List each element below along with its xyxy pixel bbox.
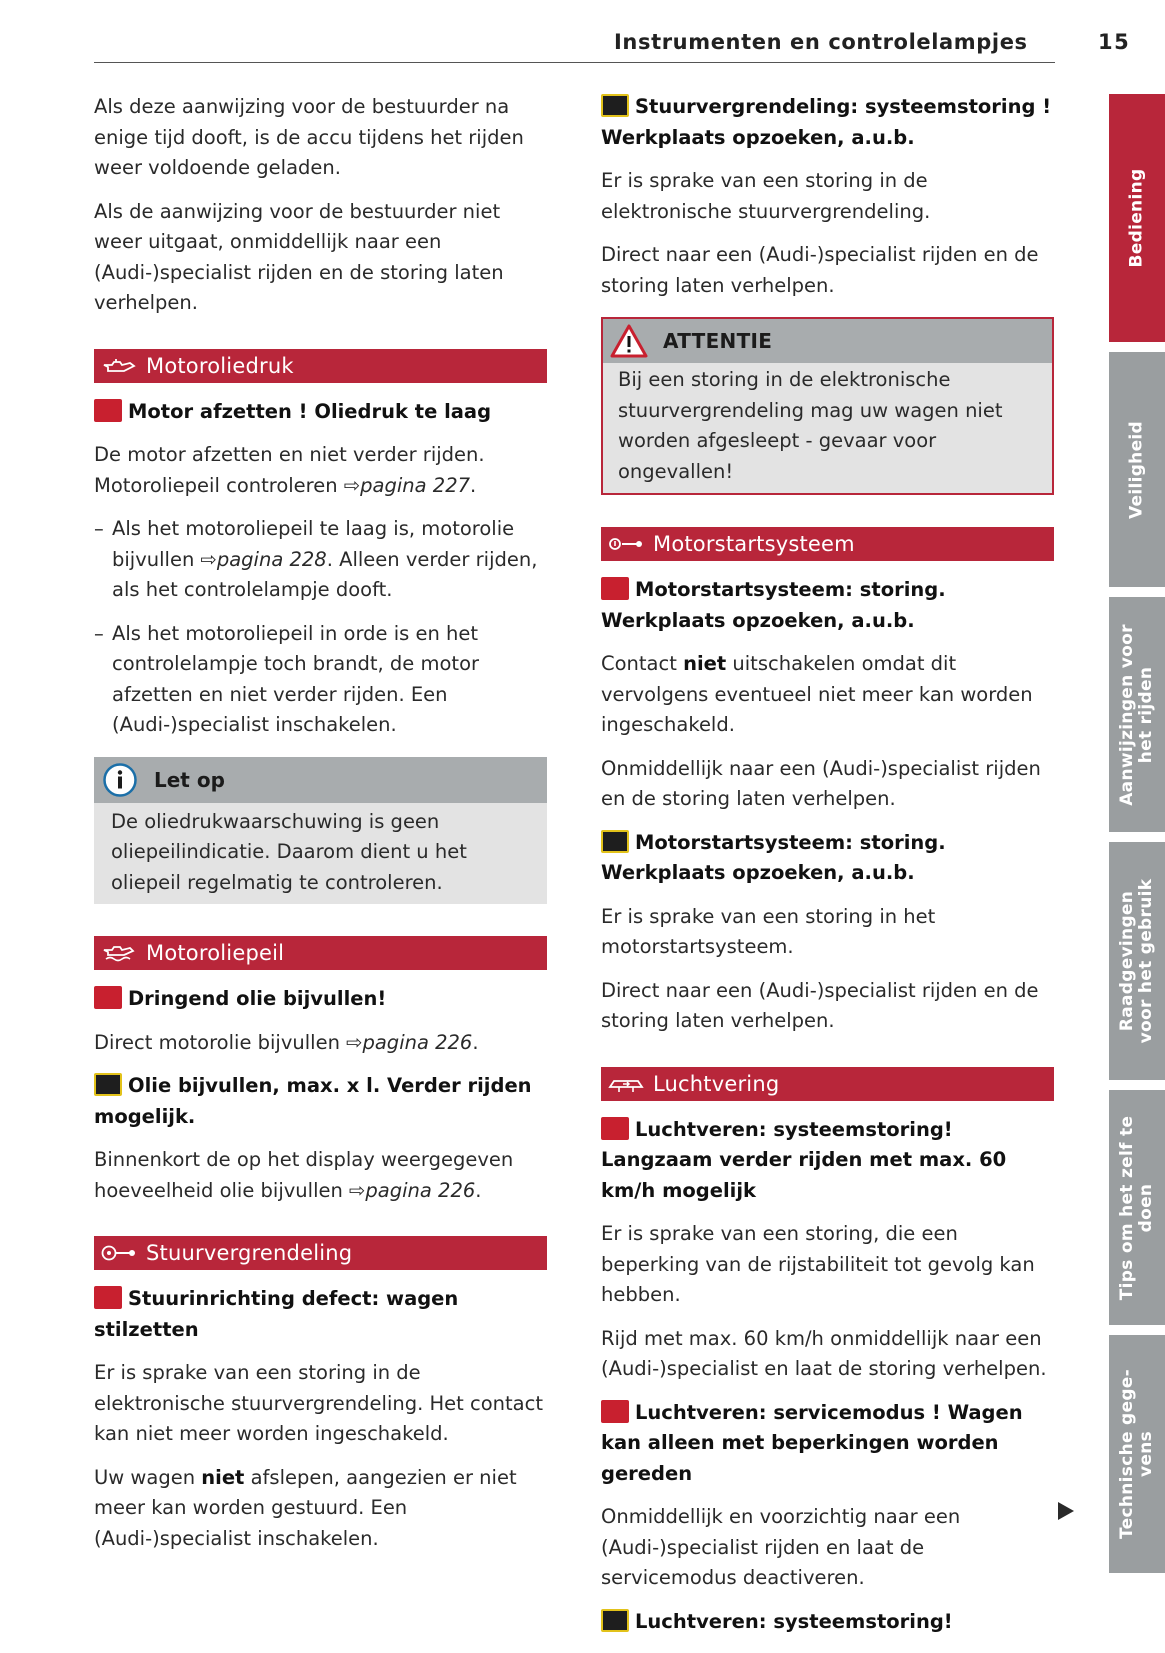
section-title: Luchtvering [653, 1071, 780, 1096]
page-number: 15 [1098, 30, 1131, 54]
section-header-motorstartsysteem [601, 527, 1054, 561]
oil-level-icon [94, 986, 122, 1009]
message-dringend [94, 984, 547, 1015]
page-header-title: Instrumenten en controlelampjes [614, 30, 1028, 54]
oil-can-icon [100, 355, 138, 377]
message-text: Olie bijvullen, max. x l. Verder rijden mogelijk. [94, 1074, 532, 1128]
tab-tips[interactable] [1109, 1090, 1165, 1325]
tab-technische-gegevens[interactable] [1109, 1335, 1165, 1573]
next-page-arrow-icon[interactable] [1058, 1502, 1074, 1520]
page-reference-link[interactable]: pagina 227 [360, 473, 471, 497]
message-oliedruk [94, 397, 547, 428]
paragraph: Binnenkort de op het display weergegeven hoeveelheid olie bijvullen ⇨pagina 226. [94, 1148, 514, 1202]
section-header-stuurvergrendeling [94, 1236, 547, 1270]
intro-paragraph-1: Als deze aanwijzing voor de bestuurder na enige tijd dooft, is de accu tijdens het rijden weer voldoende geladen. [94, 95, 524, 179]
paragraph: Contact niet uitschakelen omdat dit vervolgens eventueel niet meer kan worden ingeschakeld. [601, 652, 1033, 736]
air-suspension-icon [607, 1073, 645, 1095]
steering-lock-icon [601, 94, 629, 117]
tab-label-line1: Raadgevingen [1117, 890, 1137, 1032]
tab-label-line2: voor het gebruik [1136, 878, 1156, 1044]
note-body [94, 803, 547, 905]
warning-box [601, 317, 1054, 495]
message-luchtveren-1 [601, 1115, 1054, 1207]
message-luchtveren-3 [601, 1607, 1054, 1638]
warning-text: Bij een storing in de elektronische stuurvergrendeling mag uw wagen niet worden afgesleept - gevaar voor ongevallen! [618, 368, 1003, 483]
tab-label: Veiligheid [1126, 420, 1147, 519]
right-column [601, 92, 1054, 1650]
message-text: Stuurvergrendeling: systeemstoring ! Werkplaats opzoeken, a.u.b. [601, 95, 1052, 149]
warning-triangle-icon [609, 323, 649, 359]
paragraph: Er is sprake van een storing, die een beperking van de rijstabiliteit tot gevolg kan hebben. [601, 1222, 1035, 1306]
air-suspension-icon [601, 1609, 629, 1632]
tab-label-line1: Tips om het zelf te [1117, 1115, 1137, 1300]
tab-aanwijzingen[interactable] [1109, 597, 1165, 832]
key-icon [601, 830, 629, 853]
warning-body [603, 363, 1052, 493]
note-text: De oliedrukwaarschuwing is geen oliepeilindicatie. Daarom dient u het oliepeil regelmatig te controleren. [111, 809, 467, 894]
tab-raadgevingen[interactable] [1109, 842, 1165, 1080]
tab-label: Bediening [1126, 168, 1147, 268]
section-header-motoroliepeil [94, 936, 547, 970]
warning-title: ATTENTIE [663, 329, 773, 353]
message-luchtveren-2 [601, 1398, 1054, 1490]
note-title: Let op [154, 767, 225, 792]
paragraph: Er is sprake van een storing in het motorstartsysteem. [601, 904, 936, 958]
steering-lock-icon [100, 1242, 138, 1264]
warning-header [603, 319, 1052, 363]
tab-label-line1: Technische gege- [1117, 1369, 1137, 1539]
note-header [94, 757, 547, 803]
page-reference-link[interactable]: pagina 226 [365, 1178, 476, 1202]
paragraph: Direct naar een (Audi-)specialist rijden en de storing laten verhelpen. [601, 978, 1039, 1032]
section-title: Motorstartsysteem [653, 532, 855, 556]
paragraph: Rijd met max. 60 km/h onmiddellijk naar een (Audi-)specialist en laat de storing verhelpen. [601, 1326, 1047, 1380]
section-header-luchtvering [601, 1067, 1054, 1101]
paragraph: Onmiddellijk naar een (Audi-)specialist rijden en de storing laten verhelpen. [601, 756, 1041, 810]
air-suspension-icon [601, 1117, 629, 1140]
paragraph: De motor afzetten en niet verder rijden. Motoroliepeil controleren ⇨pagina 227. [94, 443, 485, 497]
tab-label-line2: doen [1136, 1183, 1156, 1232]
paragraph: Er is sprake van een storing in de elektronische stuurvergrendeling. [601, 169, 931, 223]
tab-label-line2: vens [1136, 1430, 1156, 1478]
oil-level-icon [100, 942, 138, 964]
key-icon [607, 533, 645, 555]
message-text: Luchtveren: systeemstoring! [635, 1609, 953, 1633]
section-header-motoroliedruk [94, 349, 547, 383]
section-title: Motoroliepeil [146, 941, 285, 965]
paragraph: Onmiddellijk en voorzichtig naar een (Audi-)specialist rijden en laat de servicemodus deactiveren. [601, 1505, 961, 1589]
left-column [94, 92, 547, 1567]
note-box [94, 757, 547, 905]
tab-bediening[interactable] [1109, 94, 1165, 342]
message-text: Motor afzetten ! Oliedruk te laag [128, 399, 492, 423]
message-text: Stuurinrichting defect: wagen stilzetten [94, 1287, 459, 1341]
paragraph: Direct naar een (Audi-)specialist rijden en de storing laten verhelpen. [601, 243, 1039, 297]
message-text: Motorstartsysteem: storing. Werkplaats opzoeken, a.u.b. [601, 578, 946, 632]
section-title: Stuurvergrendeling [146, 1241, 353, 1265]
paragraph: Er is sprake van een storing in de elektronische stuurvergrendeling. Het contact kan niet meer worden ingeschakeld. [94, 1361, 543, 1445]
intro-paragraph-2: Als de aanwijzing voor de bestuurder niet weer uitgaat, onmiddellijk naar een (Audi-)specialist rijden en de storing laten verhelpen. [94, 199, 504, 314]
message-text: Dringend olie bijvullen! [128, 987, 387, 1010]
message-motorstart-2 [601, 828, 1054, 889]
bullet-item: – Als het motoroliepeil te laag is, motorolie bijvullen ⇨pagina 228. Alleen verder rijden, als het controlelampje dooft. [94, 514, 547, 606]
header-divider [94, 62, 1055, 63]
message-text: Luchtveren: systeemstoring! Langzaam verder rijden met max. 60 km/h mogelijk [601, 1117, 1007, 1202]
tab-label-line1: Aanwijzingen voor [1117, 623, 1137, 806]
message-stuurinrichting [94, 1284, 547, 1345]
section-title: Motoroliedruk [146, 353, 294, 378]
oil-level-icon [94, 1073, 122, 1096]
page-reference-link[interactable]: pagina 228 [216, 547, 327, 571]
paragraph: Uw wagen niet afslepen, aangezien er niet meer kan worden gestuurd. Een (Audi-)specialist inschakelen. [94, 1465, 517, 1550]
air-suspension-icon [601, 1400, 629, 1423]
page-reference-link[interactable]: pagina 226 [362, 1030, 473, 1054]
bullet-item: – Als het motoroliepeil in orde is en het controlelampje toch brandt, de motor afzetten en niet verder rijden. Een (Audi-)specialist inschakelen. [94, 619, 547, 741]
steering-lock-icon [94, 1286, 122, 1309]
tab-veiligheid[interactable] [1109, 352, 1165, 587]
message-text: Luchtveren: servicemodus ! Wagen kan alleen met beperkingen worden gereden [601, 1400, 1023, 1485]
tab-label-line2: het rijden [1136, 666, 1156, 763]
oil-can-icon [94, 399, 122, 422]
message-motorstart-1 [601, 575, 1054, 636]
paragraph: Direct motorolie bijvullen ⇨pagina 226. [94, 1030, 479, 1054]
info-icon [102, 762, 138, 798]
key-icon [601, 577, 629, 600]
message-stuurvergrendeling-storing [601, 92, 1054, 153]
message-text: Motorstartsysteem: storing. Werkplaats opzoeken, a.u.b. [601, 830, 946, 884]
message-olie-bijvullen [94, 1071, 547, 1132]
